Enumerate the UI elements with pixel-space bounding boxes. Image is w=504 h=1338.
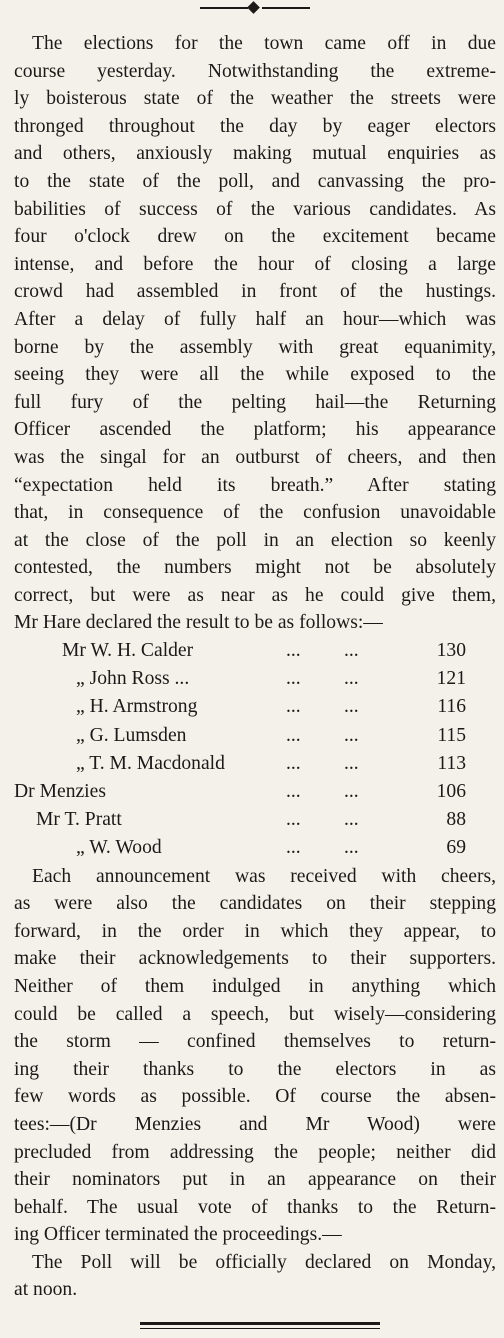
candidate-name: Mr T. Pratt xyxy=(36,809,122,831)
vote-count: 106 xyxy=(436,781,466,802)
leader-dots: ... xyxy=(344,668,359,690)
para1-line: “expectation held its breath.” After stating xyxy=(14,474,496,496)
para1-line: seeing they were all the while exposed to the xyxy=(14,364,496,386)
para2-line: precluded from addressing the people; neither did xyxy=(14,1141,496,1163)
vote-count: 116 xyxy=(437,696,466,718)
leader-dots: ... xyxy=(286,668,301,690)
para1-line: course yesterday. Notwithstanding the extreme- xyxy=(14,60,496,82)
para2-line: could be called a speech, but wisely—considering xyxy=(14,1003,496,1025)
vote-count: 113 xyxy=(437,752,466,774)
para1-line: The elections for the town came off in due xyxy=(32,33,496,54)
article xyxy=(14,30,496,1304)
top-ornament xyxy=(200,2,310,14)
para1-line: Officer ascended the platform; his appearance xyxy=(14,419,496,441)
para2-line: Each announcement was received with cheers, xyxy=(32,865,496,887)
leader-dots: ... xyxy=(286,752,301,774)
vote-count: 115 xyxy=(437,724,466,746)
para1-line: Mr Hare declared the result to be as follows:— xyxy=(14,612,383,634)
poll-row xyxy=(14,665,496,693)
candidate-name: „ John Ross ... xyxy=(76,668,190,690)
para1-line: borne by the assembly with great equanimity, xyxy=(14,336,496,358)
leader-dots: ... xyxy=(344,724,359,746)
vote-count: 88 xyxy=(446,809,466,831)
closing-rule xyxy=(140,1322,380,1325)
para2-line: forward, in the order in which they appear, to xyxy=(14,920,496,942)
candidate-name: „ T. M. Macdonald xyxy=(76,752,225,774)
closing-rule-thin xyxy=(140,1328,380,1329)
announcement-paragraph xyxy=(14,863,496,1249)
vote-count: 69 xyxy=(446,837,466,859)
vote-count: 130 xyxy=(436,640,466,662)
para2-line: Neither of them indulged in anything which xyxy=(14,975,496,997)
candidate-name: „ W. Wood xyxy=(76,837,162,859)
para1-line: full fury of the pelting hail—the Returning xyxy=(14,391,496,413)
para3-line: The Poll will be officially declared on Monday, xyxy=(32,1251,496,1273)
para1-line: was the singal for an outburst of cheers, and then xyxy=(14,446,496,468)
leader-dots: ... xyxy=(344,837,359,859)
ornament-diamond-icon xyxy=(247,1,260,14)
candidate-name: „ G. Lumsden xyxy=(76,724,187,746)
poll-row xyxy=(14,637,496,665)
ornament-rule-left xyxy=(200,7,248,9)
ornament-rule-right xyxy=(262,7,310,9)
para2-line: ing their thanks to the electors in as xyxy=(14,1058,496,1080)
poll-row xyxy=(14,693,496,721)
para2-line: tees:—(Dr Menzies and Mr Wood) were xyxy=(14,1113,496,1135)
election-report-paragraph xyxy=(14,30,496,637)
leader-dots: ... xyxy=(344,696,359,718)
poll-row xyxy=(14,750,496,778)
para1-line: babilities of success of the various candidates. As xyxy=(14,198,496,220)
para2-line: as were also the candidates on their stepping xyxy=(14,893,496,915)
para1-line: ly boisterous state of the weather the streets were xyxy=(14,88,496,110)
poll-row xyxy=(14,806,496,834)
leader-dots: ... xyxy=(344,640,359,662)
leader-dots: ... xyxy=(286,809,301,831)
para2-line: behalf. The usual vote of thanks to the Return- xyxy=(14,1196,496,1218)
para2-line: few words as possible. Of course the absen- xyxy=(14,1086,496,1108)
para2-line: ing Officer terminated the proceedings.— xyxy=(14,1224,342,1246)
para1-line: and others, anxiously making mutual enquiries as xyxy=(14,143,496,165)
para1-line: thronged throughout the day by eager electors xyxy=(14,115,496,137)
para1-line: that, in consequence of the confusion unavoidable xyxy=(14,502,496,524)
leader-dots: ... xyxy=(286,696,301,718)
para1-line: intense, and before the hour of closing a large xyxy=(14,253,496,275)
official-declaration-paragraph xyxy=(14,1249,496,1304)
poll-row xyxy=(14,834,496,862)
poll-results-table xyxy=(14,637,496,863)
para1-line: at the close of the poll in an election so keenly xyxy=(14,529,496,551)
para3-line: at noon. xyxy=(14,1279,78,1301)
para1-line: to the state of the poll, and canvassing the pro- xyxy=(14,170,496,192)
candidate-name: „ H. Armstrong xyxy=(76,696,198,718)
para1-line: crowd had assembled in front of the hustings. xyxy=(14,281,496,303)
poll-row xyxy=(14,778,496,806)
leader-dots: ... xyxy=(344,752,359,774)
candidate-name: Dr Menzies xyxy=(14,781,106,802)
candidate-name: Mr W. H. Calder xyxy=(62,640,194,662)
vote-count: 121 xyxy=(436,668,466,690)
leader-dots: ... xyxy=(344,809,359,831)
leader-dots: ... xyxy=(344,781,359,802)
poll-row xyxy=(14,722,496,750)
leader-dots: ... xyxy=(286,837,301,859)
para2-line: make their acknowledgements to their supporters. xyxy=(14,948,496,970)
para1-line: correct, but were as near as he could give them, xyxy=(14,584,496,606)
para1-line: After a delay of fully half an hour—which was xyxy=(14,308,496,330)
leader-dots: ... xyxy=(286,640,301,662)
para1-line: contested, the numbers might not be absolutely xyxy=(14,557,496,579)
para2-line: the storm — confined themselves to return- xyxy=(14,1031,496,1053)
leader-dots: ... xyxy=(286,781,301,802)
para1-line: four o'clock drew on the excitement became xyxy=(14,226,496,248)
leader-dots: ... xyxy=(286,724,301,746)
para2-line: their nominators put in an appearance on their xyxy=(14,1169,496,1191)
